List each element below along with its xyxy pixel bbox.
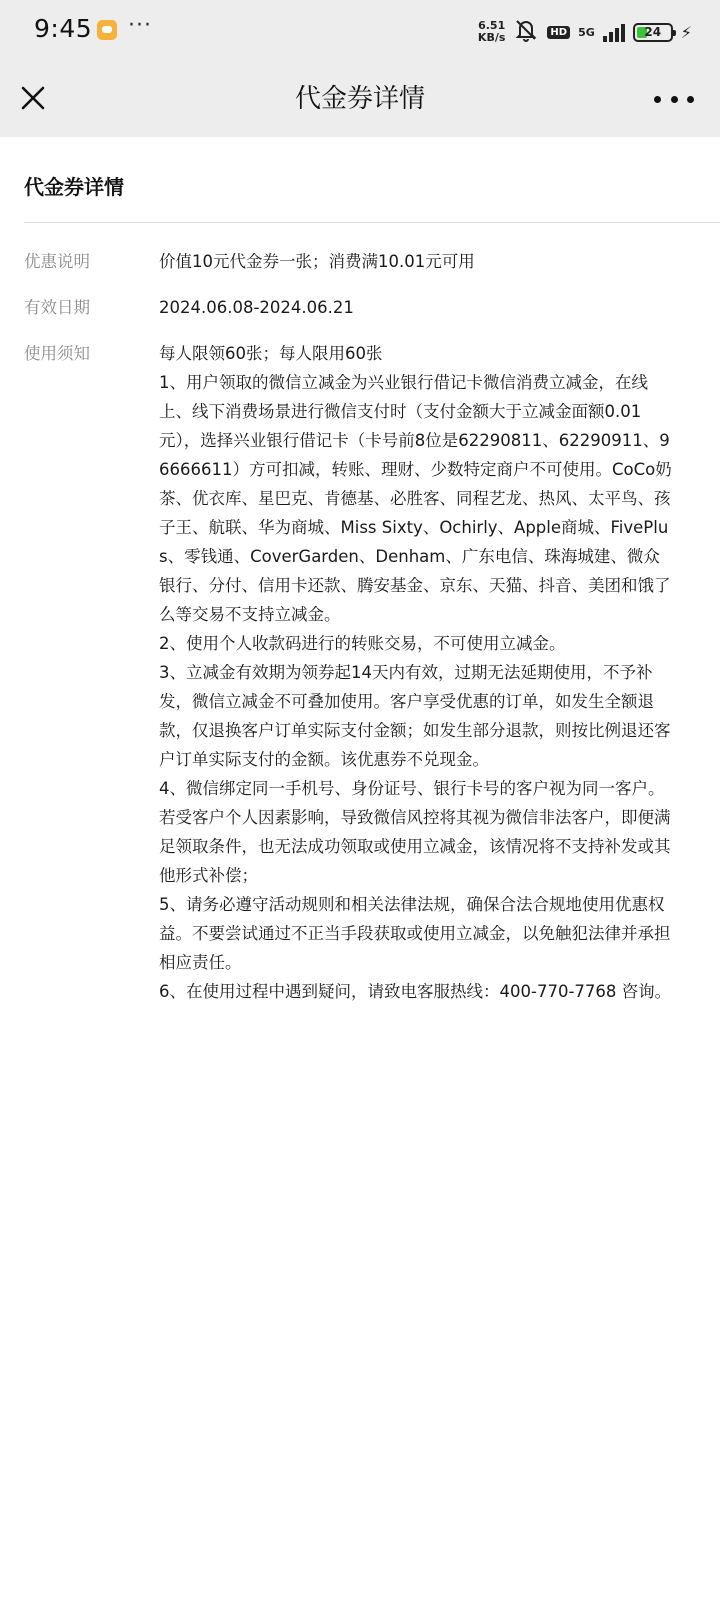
more-icon-dot	[687, 96, 694, 103]
section-title: 代金券详情	[24, 175, 124, 199]
charging-icon: ⚡	[680, 22, 692, 42]
status-time: 9:45	[34, 14, 93, 43]
app-notification-icon	[97, 20, 117, 40]
top-area	[0, 0, 720, 137]
notice-line-6: 6、在使用过程中遇到疑问，请致电客服热线：400-770-7768 咨询。	[159, 982, 672, 1001]
validity-value: 2024.06.08-2024.06.21	[159, 298, 354, 317]
network-speed-value: 6.51	[478, 19, 506, 32]
more-icon-dot	[671, 96, 678, 103]
nav-bar	[0, 62, 720, 137]
notice-line-3: 3、立减金有效期为领券起14天内有效，过期无法延期使用，不予补发，微信立减金不可叠加使用。客户享受优惠的订单，如发生全额退款，仅退换客户订单实际支付金额；如发生部分退款，则按比例退还客户订单实际支付的金额。该优惠券不兑现金。	[159, 663, 671, 769]
offer-label: 优惠说明	[24, 252, 90, 271]
status-icons	[478, 17, 692, 47]
page-title: 代金券详情	[294, 84, 425, 114]
offer-row	[24, 247, 696, 276]
notice-line-2: 2、使用个人收款码进行的转账交易，不可使用立减金。	[159, 634, 566, 653]
notice-label: 使用须知	[24, 344, 90, 363]
notice-row	[24, 339, 696, 1006]
notice-line-4: 4、微信绑定同一手机号、身份证号、银行卡号的客户视为同一客户。若受客户个人因素影响，导致微信风控将其视为微信非法客户，即便满足领取条件，也无法成功领取或使用立减金，该情况将不支持补发或其他形式补偿；	[159, 779, 671, 885]
more-icon-dot	[654, 96, 661, 103]
mute-icon	[513, 17, 539, 47]
network-type: 5G	[578, 25, 595, 39]
offer-value: 价值10元代金券一张；消费满10.01元可用	[159, 252, 475, 271]
notice-line-5: 5、请务必遵守活动规则和相关法律法规，确保合法合规地使用优惠权益。不要尝试通过不正当手段获取或使用立减金，以免触犯法律并承担相应责任。	[159, 895, 671, 972]
status-bar	[0, 0, 720, 62]
hd-badge: HD	[547, 26, 570, 39]
more-notifications-indicator: ···	[128, 13, 152, 38]
battery-icon	[633, 23, 673, 42]
battery-level: 24	[644, 25, 662, 39]
validity-row	[24, 293, 696, 322]
signal-icon	[603, 22, 625, 42]
notice-value	[159, 339, 674, 1006]
voucher-detail-content	[0, 171, 720, 1006]
more-button[interactable]	[654, 84, 694, 114]
network-speed	[478, 20, 505, 44]
notice-line-limit: 每人限领60张；每人限用60张	[159, 344, 383, 363]
validity-label: 有效日期	[24, 298, 90, 317]
notice-line-1: 1、用户领取的微信立减金为兴业银行借记卡微信消费立减金，在线上、线下消费场景进行微信支付时（支付金额大于立减金面额0.01元），选择兴业银行借记卡（卡号前8位是62290811、62290911、96666611）方可扣减，转账、理财、少数特定商户不可使用。CoCo奶茶、优衣库、星巴克、肯德基、必胜客、同程艺龙、热风、太平鸟、孩子王、航联、华为商城、Miss Sixty、Ochirly、Apple商城、FivePlus、零钱通、CoverGarden、Denham、广东电信、珠海城建、微众银行、分付、信用卡还款、腾安基金、京东、天猫、抖音、美团和饿了么等交易不支持立减金。	[159, 373, 672, 624]
divider	[24, 222, 720, 223]
network-speed-unit: KB/s	[477, 31, 506, 44]
